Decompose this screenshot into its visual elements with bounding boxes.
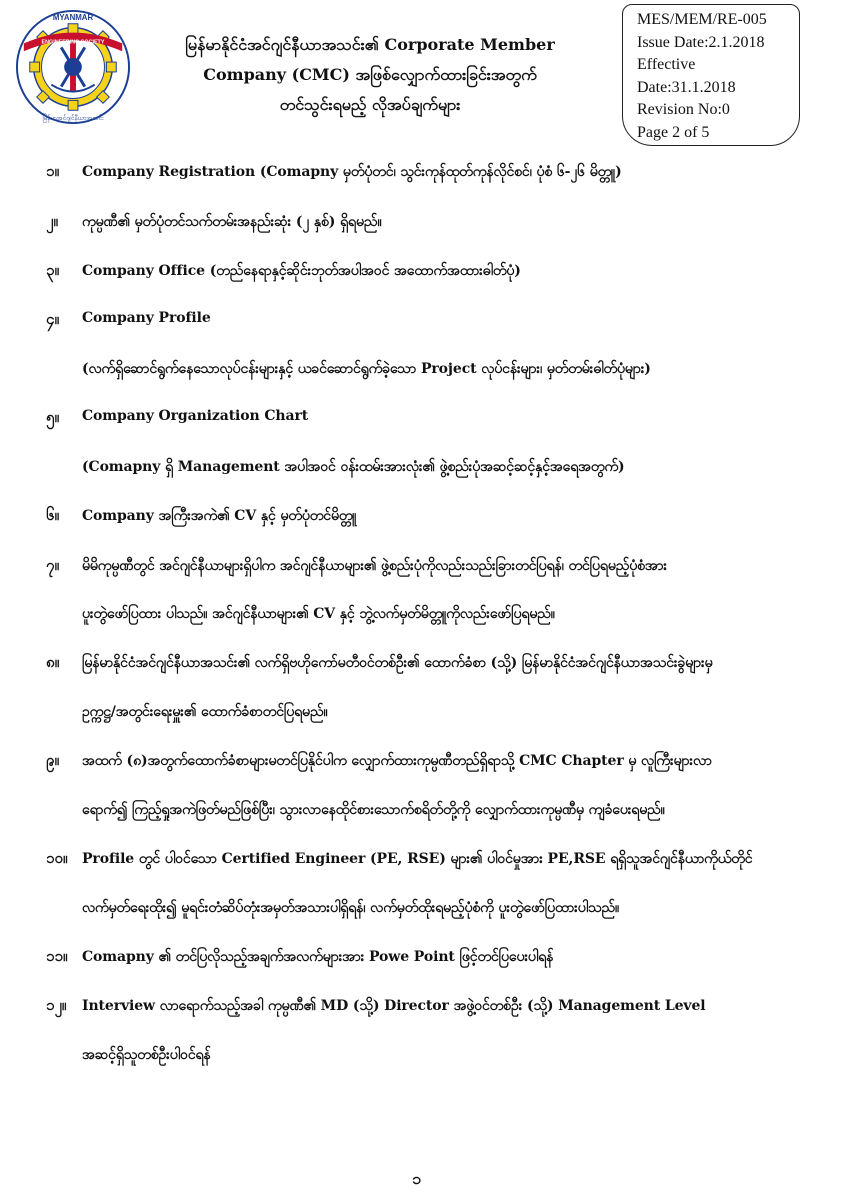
document-control-box xyxy=(622,4,800,146)
item-text: မိမိကုမ္ပဏီတွင် အင်ဂျင်နီယာများရှိပါက အင်ဂျင်နီယာများ၏ ဖွဲ့စည်းပုံကိုလည်းသည်းခြားတင်ပြရန်၊ တင်ပြရမည့်ပုံစံအား xyxy=(82,558,667,574)
item-text: အထက် (၈)အတွက်ထောက်ခံစာများမတင်ပြနိုင်ပါက လျှောက်ထားကုမ္ပဏီတည်ရှိရာသို့ CMC Chapter မှ လူကြီးများလာ xyxy=(82,753,712,769)
svg-text:MYANMAR: MYANMAR xyxy=(52,12,94,22)
revision-number: Revision No:0 xyxy=(637,101,730,118)
item-text: Company Organization Chart xyxy=(82,408,309,424)
item-number: ၂။ xyxy=(46,212,58,230)
item-text-continued: ဥက္ကဋ္ဌ/အတွင်းရေးမှူး၏ ထောက်ခံစာတင်ပြရမည်။ xyxy=(82,704,328,720)
item-number: ၈။ xyxy=(46,653,60,671)
effective-date: Date:31.1.2018 xyxy=(637,78,736,96)
page-number: ၁ xyxy=(412,1169,421,1188)
item-text: Company Profile xyxy=(82,310,211,326)
item-text: Comapny ၏ တင်ပြလိုသည့်အချက်အလက်များအား Powe Point ဖြင့်တင်ပြပေးပါရန် xyxy=(82,949,554,965)
item-number: ၄။ xyxy=(46,310,59,328)
item-text: Company Registration (Comapny မှတ်ပုံတင်၊ သွင်းကုန်ထုတ်ကုန်လိုင်စင်၊ ပုံစံ ၆-၂၆ မိတ္တူ) xyxy=(82,164,622,180)
document-title xyxy=(150,30,590,120)
item-number: ၅။ xyxy=(46,408,59,426)
title-line-3: တင်သွင်းရမည့် လိုအပ်ချက်များ xyxy=(279,95,461,114)
item-text-continued: ပူးတွဲဖော်ပြထား ပါသည်။ အင်ဂျင်နီယာများ၏ CV နှင့် ဘွဲ့လက်မှတ်မိတ္တူကိုလည်းဖော်ပြရမည်။ xyxy=(82,606,555,622)
item-number: ၁၂။ xyxy=(46,996,67,1014)
item-text: မြန်မာနိုင်ငံအင်ဂျင်နီယာအသင်း၏ လက်ရှိဗဟိုကော်မတီဝင်တစ်ဦး၏ ထောက်ခံစာ (သို့) မြန်မာနိုင်ငံအင်ဂျင်နီယာအသင်းခွဲများမှ xyxy=(82,655,713,671)
title-line-2: Company (CMC) အဖြစ်လျှောက်ထားခြင်းအတွက် xyxy=(203,65,537,84)
item-text-continued: လက်မှတ်ရေးထိုး၍ မူရင်းတံဆိပ်တုံးအမှတ်အသားပါရှိရန်၊ လက်မှတ်ထိုးရမည့်ပုံစံကို ပူးတွဲဖော်ပြထားပါသည်။ xyxy=(82,900,620,916)
mes-logo xyxy=(14,8,132,126)
item-text: Interview လာရောက်သည့်အခါ ကုမ္ပဏီ၏ MD (သို့) Director အဖွဲ့ဝင်တစ်ဦး (သို့) Management Level xyxy=(82,998,706,1014)
mes-emblem-icon xyxy=(14,8,132,126)
item-number: ၆။ xyxy=(46,506,59,524)
item-number: ၁။ xyxy=(46,162,59,180)
page-of-total: Page 2 of 5 xyxy=(637,123,710,141)
item-text: Company အကြီးအကဲ၏ CV နှင့် မှတ်ပုံတင်မိတ္တူ xyxy=(82,508,357,524)
doc-code: MES/MEM/RE-005 xyxy=(637,11,767,28)
issue-date: Issue Date:2.1.2018 xyxy=(637,33,765,51)
item-number: ၃။ xyxy=(46,261,59,279)
item-text: ကုမ္ပဏီ၏ မှတ်ပုံတင်သက်တမ်းအနည်းဆုံး (၂ နှစ်) ရှိရမည်။ xyxy=(82,214,382,230)
item-text: Profile တွင် ပါဝင်သော Certified Engineer (PE, RSE) များ၏ ပါဝင်မှုအား PE,RSE ရရှိသူအင်ဂျင်နီယာကိုယ်တိုင် xyxy=(82,851,753,867)
item-text: Company Office (တည်နေရာနှင့်ဆိုင်းဘုတ်အပါအဝင် အထောက်အထားဓါတ်ပုံ) xyxy=(82,263,521,279)
effective-label: Effective xyxy=(637,56,696,73)
title-line-1: မြန်မာနိုင်ငံအင်ဂျင်နီယာအသင်း၏ Corporate Member xyxy=(185,35,555,54)
svg-text:ENGINEERING SOCIETY: ENGINEERING SOCIETY xyxy=(41,39,105,46)
item-text-continued: (လက်ရှိဆောင်ရွက်နေသောလုပ်ငန်းများနှင့် ယခင်ဆောင်ရွက်ခဲ့သော Project လုပ်ငန်းများ၊ မှတ်တမ်းဓါတ်ပုံများ) xyxy=(82,361,651,377)
item-number: ၇။ xyxy=(46,556,59,574)
item-number: ၁၀။ xyxy=(46,849,68,867)
item-text-continued: ရောက်၍ ကြည့်ရှုအကဲဖြတ်မည်ဖြစ်ပြီး၊ သွားလာနေထိုင်စားသောက်စရိတ်တို့ကို လျှောက်ထားကုမ္ပဏီမှ ကျခံပေးရမည်။ xyxy=(82,802,665,818)
item-text-continued: (Comapny ရှိ Management အပါအဝင် ဝန်းထမ်းအားလုံး၏ ဖွဲ့စည်းပုံအဆင့်ဆင့်နှင့်အရေအတွက်) xyxy=(82,459,625,475)
item-number: ၉။ xyxy=(46,751,59,769)
item-text-continued: အဆင့်ရှိသူတစ်ဦးပါဝင်ရန် xyxy=(82,1047,211,1063)
svg-text:မြန်မာအင်ဂျင်နီယာအသင်း: မြန်မာအင်ဂျင်နီယာအသင်း xyxy=(42,114,104,123)
item-number: ၁၁။ xyxy=(46,947,68,965)
